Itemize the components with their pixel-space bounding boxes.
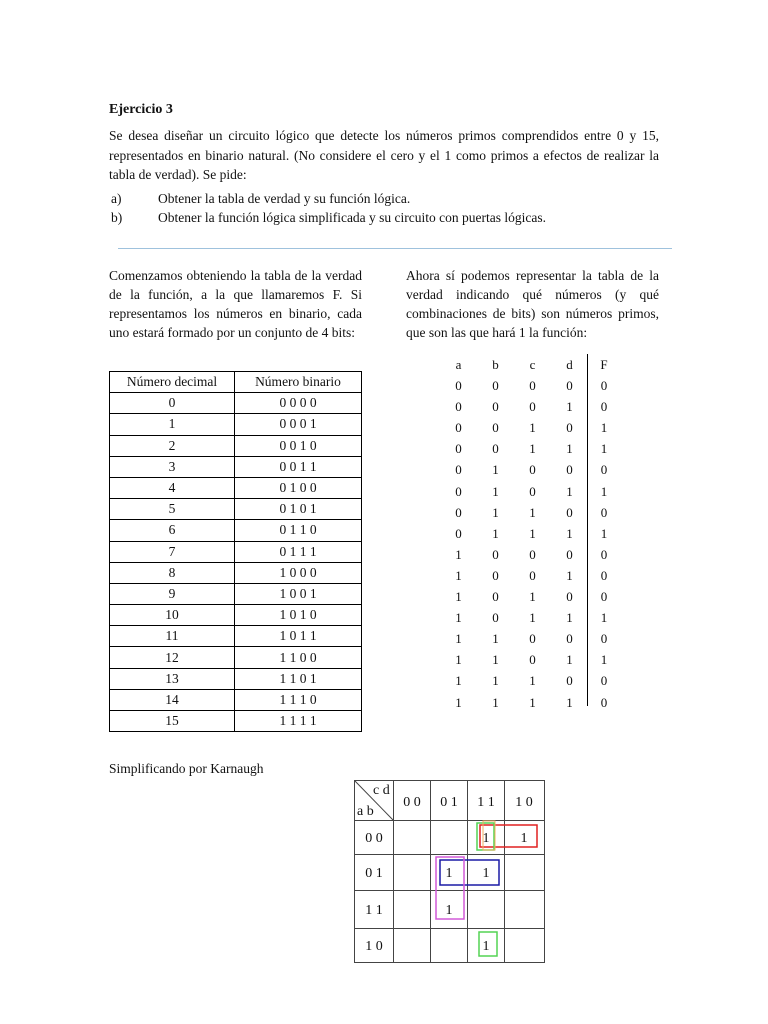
truth-input-cell: 1 <box>455 546 462 562</box>
decimal-cell: 7 <box>110 541 235 562</box>
table-row <box>110 647 362 668</box>
binary-cell: 0 0 1 0 <box>235 435 362 456</box>
truth-row <box>440 670 620 691</box>
table-row <box>110 499 362 520</box>
truth-input-cell: 0 <box>566 631 573 647</box>
truth-row <box>440 396 620 417</box>
binary-cell: 0 1 1 0 <box>235 520 362 541</box>
kmap-cell: 1 <box>520 831 528 846</box>
truth-input-cell: 0 <box>492 546 499 562</box>
truth-input-cell: 0 <box>529 631 536 647</box>
truth-input-cell: 0 <box>529 462 536 478</box>
truth-input-cell: 0 <box>529 483 536 499</box>
truth-input-cell: 0 <box>492 399 499 415</box>
table-row <box>110 477 362 498</box>
truth-input-cell: 0 <box>566 546 573 562</box>
truth-input-cell: 0 <box>529 378 536 394</box>
truth-output-cell: 0 <box>600 589 608 605</box>
kmap-col-header: 1 0 <box>515 795 533 810</box>
binary-cell: 0 0 0 1 <box>235 414 362 435</box>
truth-output-cell: 0 <box>600 399 608 415</box>
truth-row <box>440 502 620 523</box>
binary-table-header <box>110 372 362 393</box>
table-row <box>110 435 362 456</box>
binary-cell: 1 0 1 1 <box>235 626 362 647</box>
truth-input-cell: 0 <box>455 378 462 394</box>
decimal-cell: 2 <box>110 435 235 456</box>
truth-input-cell: 1 <box>566 567 573 583</box>
truth-table-header <box>440 354 620 375</box>
kmap-row-header: 0 1 <box>365 866 383 881</box>
decimal-cell: 6 <box>110 520 235 541</box>
truth-input-cell: 1 <box>492 504 499 520</box>
table-row <box>110 583 362 604</box>
truth-input-cell: 1 <box>492 462 499 478</box>
decimal-cell: 3 <box>110 456 235 477</box>
truth-header-d: d <box>566 357 573 372</box>
kmap-row-header: 1 0 <box>365 939 383 954</box>
truth-input-cell: 1 <box>566 652 573 668</box>
kmap-col-header: 0 1 <box>440 795 458 810</box>
truth-output-cell: 0 <box>600 631 608 647</box>
table-row <box>110 456 362 477</box>
truth-input-cell: 0 <box>492 441 499 457</box>
truth-input-cell: 0 <box>529 567 536 583</box>
truth-input-cell: 1 <box>455 673 462 689</box>
table-row <box>110 541 362 562</box>
kmap-cell: 1 <box>482 866 490 881</box>
binary-cell: 0 1 1 1 <box>235 541 362 562</box>
decimal-cell: 9 <box>110 583 235 604</box>
truth-input-cell: 1 <box>492 673 499 689</box>
truth-input-cell: 1 <box>566 610 573 626</box>
task-text: Obtener la tabla de verdad y su función lógica. <box>158 191 411 206</box>
decimal-cell: 8 <box>110 562 235 583</box>
truth-input-cell: 1 <box>566 525 573 541</box>
section-divider <box>118 248 672 249</box>
truth-input-cell: 1 <box>455 694 462 710</box>
kmap-cell: 1 <box>445 903 453 918</box>
truth-input-cell: 1 <box>529 589 536 605</box>
truth-input-cell: 1 <box>529 420 536 436</box>
truth-output-cell: 0 <box>600 567 608 583</box>
truth-header-c: c <box>529 357 536 372</box>
truth-table-separator <box>587 354 588 706</box>
truth-input-cell: 1 <box>492 483 499 499</box>
task-list <box>109 189 669 227</box>
truth-input-cell: 0 <box>529 546 536 562</box>
truth-input-cell: 0 <box>492 567 499 583</box>
truth-output-cell: 0 <box>600 694 608 710</box>
binary-table <box>109 371 362 732</box>
truth-input-cell: 0 <box>492 610 499 626</box>
decimal-cell: 14 <box>110 689 235 710</box>
truth-output-cell: 0 <box>600 546 608 562</box>
truth-input-cell: 0 <box>529 399 536 415</box>
truth-row <box>440 375 620 396</box>
truth-input-cell: 0 <box>492 589 499 605</box>
decimal-cell: 0 <box>110 393 235 414</box>
truth-input-cell: 0 <box>455 399 462 415</box>
truth-input-cell: 0 <box>566 589 573 605</box>
truth-input-cell: 1 <box>492 631 499 647</box>
table-row <box>110 414 362 435</box>
truth-row <box>440 628 620 649</box>
truth-row <box>440 565 620 586</box>
decimal-cell: 11 <box>110 626 235 647</box>
table-row <box>110 393 362 414</box>
decimal-cell: 4 <box>110 477 235 498</box>
task-item <box>109 208 669 227</box>
kmap-row-header: 1 1 <box>365 903 383 918</box>
binary-cell: 1 1 0 0 <box>235 647 362 668</box>
truth-input-cell: 1 <box>529 441 536 457</box>
binary-cell: 0 1 0 0 <box>235 477 362 498</box>
kmap-corner-cd: c d <box>373 783 390 798</box>
task-label: a) <box>111 191 122 206</box>
truth-input-cell: 1 <box>455 610 462 626</box>
task-item <box>109 189 669 208</box>
decimal-cell: 5 <box>110 499 235 520</box>
truth-output-cell: 1 <box>600 483 608 499</box>
truth-row <box>440 438 620 459</box>
header-decimal: Número decimal <box>110 372 235 393</box>
truth-input-cell: 0 <box>492 378 499 394</box>
header-binary: Número binario <box>235 372 362 393</box>
table-row <box>110 626 362 647</box>
left-paragraph: Comenzamos obteniendo la tabla de la verdad de la función, a la que llamaremos F. Si representamos los números en binario, cada uno estará formado por un conjunto de 4 bits: <box>109 268 362 340</box>
binary-cell: 0 1 0 1 <box>235 499 362 520</box>
truth-input-cell: 1 <box>529 673 536 689</box>
task-label: b) <box>111 210 123 225</box>
exercise-intro: Se desea diseñar un circuito lógico que detecte los números primos comprendidos entre 0 y 15, representados en binario natural. (No considere el cero y el 1 como primos a efectos de realizar la tabla de verdad). Se pide: <box>109 128 659 182</box>
exercise-title: Ejercicio 3 <box>109 102 173 117</box>
truth-input-cell: 1 <box>566 399 573 415</box>
truth-input-cell: 1 <box>529 694 536 710</box>
truth-input-cell: 1 <box>566 694 573 710</box>
truth-row <box>440 649 620 670</box>
truth-output-cell: 1 <box>600 525 608 541</box>
table-row <box>110 562 362 583</box>
kmap-cell: 1 <box>445 866 453 881</box>
truth-input-cell: 1 <box>455 589 462 605</box>
kmap-cell: 1 <box>482 831 490 846</box>
truth-input-cell: 1 <box>492 652 499 668</box>
binary-cell: 1 0 0 1 <box>235 583 362 604</box>
truth-input-cell: 1 <box>455 631 462 647</box>
right-paragraph: Ahora sí podemos representar la tabla de la verdad indicando qué números (y qué combinaciones de bits) son números primos, que son las que hará 1 la función: <box>406 268 659 340</box>
truth-input-cell: 1 <box>492 525 499 541</box>
truth-output-cell: 0 <box>600 378 608 394</box>
binary-cell: 1 1 1 1 <box>235 711 362 732</box>
truth-row <box>440 459 620 480</box>
kmap-cell: 1 <box>482 939 490 954</box>
truth-row <box>440 481 620 502</box>
truth-input-cell: 0 <box>529 652 536 668</box>
binary-cell: 0 0 1 1 <box>235 456 362 477</box>
truth-row <box>440 692 620 713</box>
decimal-cell: 13 <box>110 668 235 689</box>
truth-input-cell: 0 <box>455 504 462 520</box>
truth-row <box>440 586 620 607</box>
table-row <box>110 520 362 541</box>
truth-input-cell: 1 <box>566 483 573 499</box>
table-row <box>110 668 362 689</box>
kmap-corner-ab: a b <box>357 804 374 819</box>
truth-output-cell: 1 <box>600 652 608 668</box>
truth-input-cell: 0 <box>455 441 462 457</box>
truth-input-cell: 0 <box>455 483 462 499</box>
truth-output-cell: 1 <box>600 610 608 626</box>
karnaugh-title: Simplificando por Karnaugh <box>109 761 264 776</box>
decimal-cell: 10 <box>110 605 235 626</box>
truth-output-cell: 0 <box>600 673 608 689</box>
binary-cell: 1 1 0 1 <box>235 668 362 689</box>
truth-header-b: b <box>492 357 499 372</box>
truth-input-cell: 0 <box>566 504 573 520</box>
truth-input-cell: 1 <box>529 504 536 520</box>
binary-cell: 0 0 0 0 <box>235 393 362 414</box>
truth-header-a: a <box>455 357 462 372</box>
truth-output-cell: 0 <box>600 504 608 520</box>
table-row <box>110 711 362 732</box>
truth-input-cell: 1 <box>529 610 536 626</box>
binary-cell: 1 1 1 0 <box>235 689 362 710</box>
truth-input-cell: 0 <box>455 525 462 541</box>
truth-row <box>440 544 620 565</box>
binary-cell: 1 0 0 0 <box>235 562 362 583</box>
decimal-cell: 12 <box>110 647 235 668</box>
truth-input-cell: 1 <box>492 694 499 710</box>
binary-cell: 1 0 1 0 <box>235 605 362 626</box>
decimal-cell: 15 <box>110 711 235 732</box>
table-row <box>110 689 362 710</box>
truth-row <box>440 607 620 628</box>
truth-row <box>440 523 620 544</box>
truth-input-cell: 0 <box>566 378 573 394</box>
truth-input-cell: 0 <box>566 420 573 436</box>
karnaugh-map <box>354 780 545 963</box>
kmap-row-header: 0 0 <box>365 831 383 846</box>
truth-input-cell: 0 <box>455 462 462 478</box>
kmap-col-header: 0 0 <box>403 795 421 810</box>
kmap-col-header: 1 1 <box>477 795 495 810</box>
truth-table <box>440 354 620 713</box>
task-text: Obtener la función lógica simplificada y su circuito con puertas lógicas. <box>158 210 546 225</box>
truth-input-cell: 0 <box>455 420 462 436</box>
truth-input-cell: 0 <box>566 673 573 689</box>
table-row <box>110 605 362 626</box>
truth-input-cell: 1 <box>455 652 462 668</box>
truth-input-cell: 1 <box>455 567 462 583</box>
truth-output-cell: 0 <box>600 462 608 478</box>
truth-output-cell: 1 <box>600 441 608 457</box>
truth-output-cell: 1 <box>600 420 608 436</box>
truth-input-cell: 1 <box>566 441 573 457</box>
truth-row <box>440 417 620 438</box>
truth-input-cell: 0 <box>492 420 499 436</box>
truth-input-cell: 1 <box>529 525 536 541</box>
truth-header-f: F <box>600 357 608 372</box>
truth-input-cell: 0 <box>566 462 573 478</box>
decimal-cell: 1 <box>110 414 235 435</box>
